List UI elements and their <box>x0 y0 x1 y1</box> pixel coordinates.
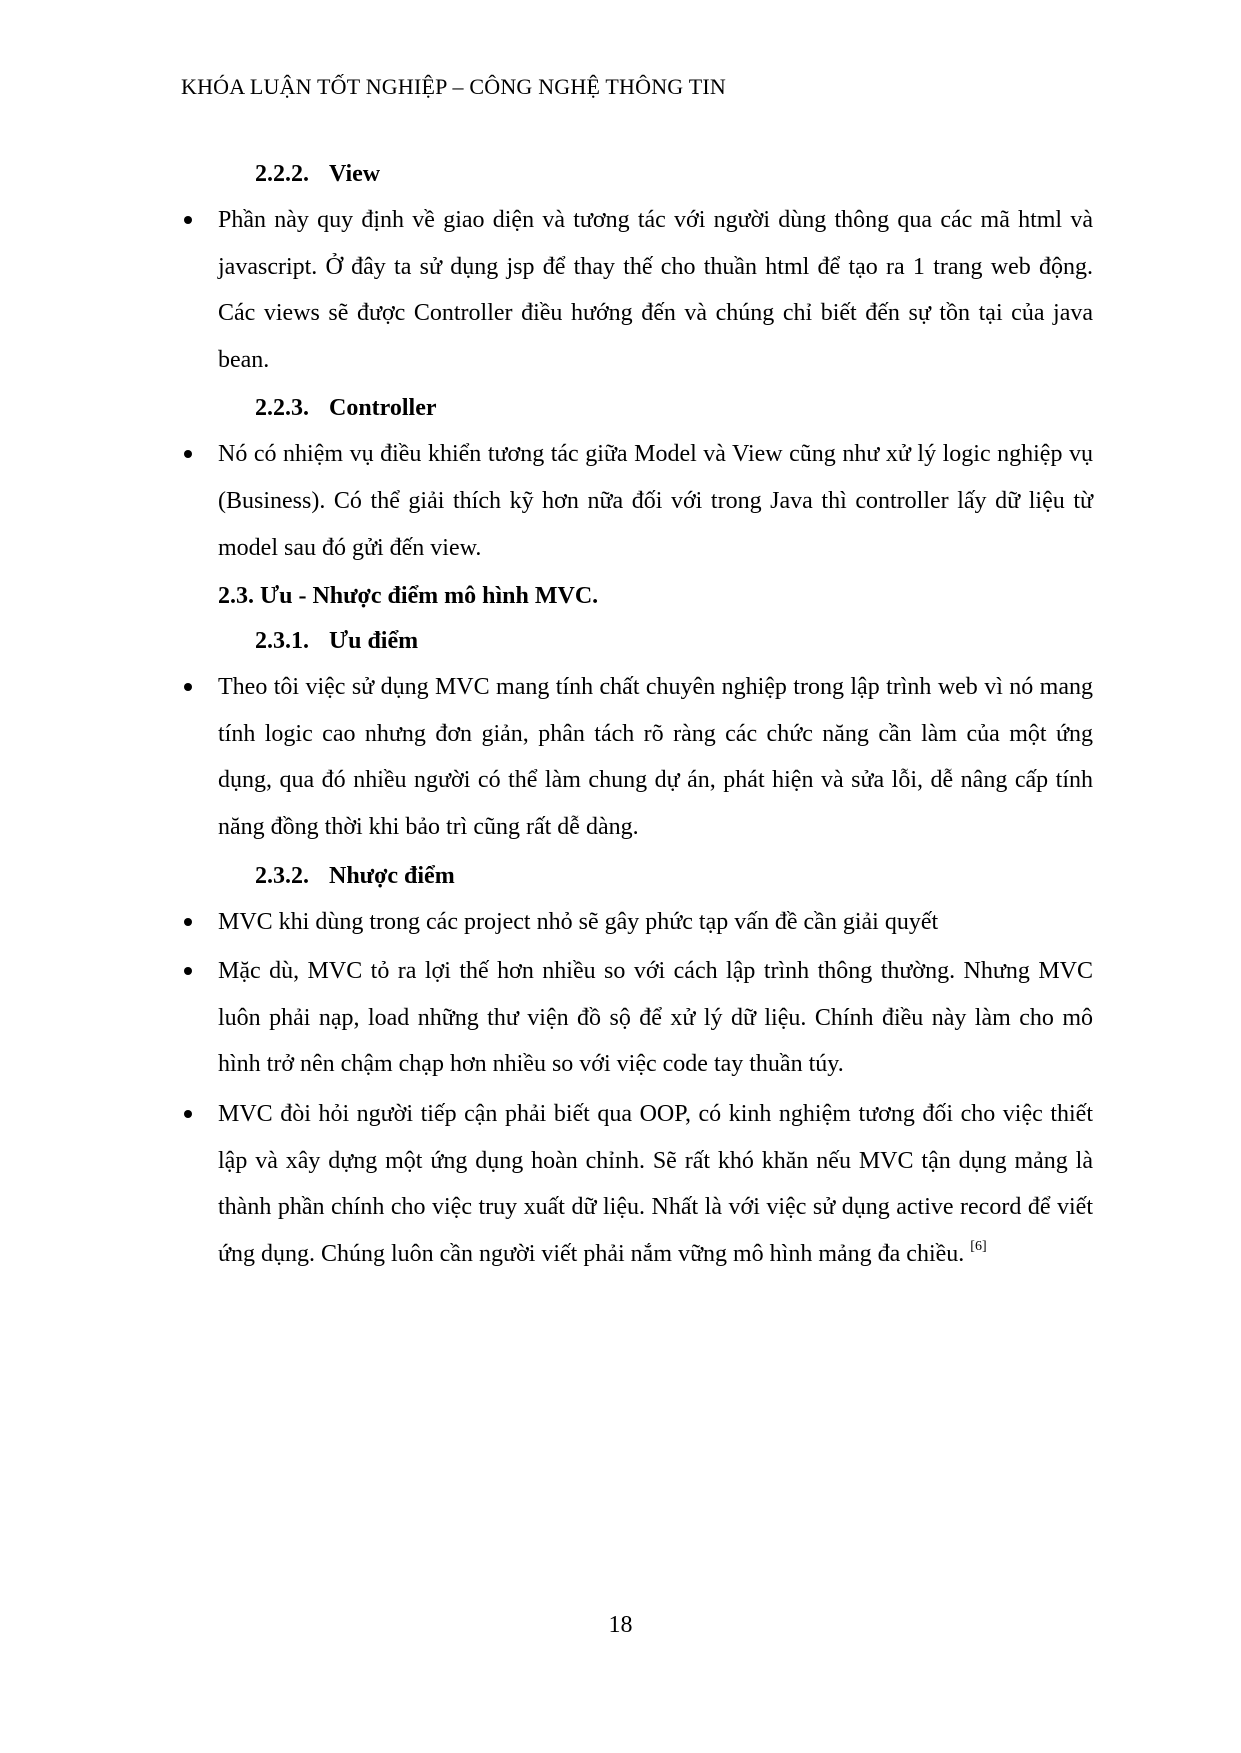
bullet-icon <box>184 918 192 926</box>
page-header: KHÓA LUẬN TỐT NGHIỆP – CÔNG NGHỆ THÔNG TIN <box>181 74 726 99</box>
heading-cons-title: Nhược điểm <box>329 862 455 889</box>
list-item <box>181 664 1093 850</box>
heading-view-title: View <box>329 161 381 187</box>
paragraph-body: MVC đòi hỏi người tiếp cận phải biết qua OOP, có kinh nghiệm tương đối cho việc thiết lập và xây dựng một ứng dụng hoàn chỉnh. Sẽ rất khó khăn nếu MVC tận dụng mảng là thành phần chính cho việc truy xuất dữ liệu. Nhất là với việc sử dụng active record để viết ứng dụng. Chúng luôn cần người viết phải nắm vững mô hình mảng đa chiều. <box>218 1100 1093 1267</box>
heading-view-number: 2.2.2. <box>255 161 309 187</box>
document-body <box>181 152 1093 1280</box>
paragraph-text: Phần này quy định về giao diện và tương tác với người dùng thông qua các mã html và javascript. Ở đây ta sử dụng jsp để thay thế cho thuần html để tạo ra 1 trang web động. Các views sẽ được Controller điều hướng đến và chúng chỉ biết đến sự tồn tại của java bean. <box>218 207 1093 373</box>
paragraph-text: Theo tôi việc sử dụng MVC mang tính chất chuyên nghiệp trong lập trình web vì nó mang tính logic cao nhưng đơn giản, phân tách rõ ràng các chức năng cần làm của một ứng dụng, qua đó nhiều người có thể làm chung dự án, phát hiện và sửa lỗi, dễ nâng cấp tính năng đồng thời khi bảo trì cũng rất dễ dàng. <box>218 674 1093 840</box>
heading-pros-number: 2.3.1. <box>255 628 309 655</box>
bullet-icon <box>184 683 192 691</box>
heading-controller-number: 2.2.3. <box>255 395 309 422</box>
paragraph-text <box>218 1091 1093 1277</box>
paragraph-text: MVC khi dùng trong các project nhỏ sẽ gây phức tạp vấn đề cần giải quyết <box>218 908 939 935</box>
bullet-icon <box>184 216 192 224</box>
paragraph-text: Mặc dù, MVC tỏ ra lợi thế hơn nhiều so với cách lập trình thông thường. Nhưng MVC luôn phải nạp, load những thư viện đồ sộ để xử lý dữ liệu. Chính điều này làm cho mô hình trở nên chậm chạp hơn nhiều so với việc code tay thuần túy. <box>218 958 1093 1078</box>
heading-cons <box>181 854 1093 899</box>
list-item <box>181 899 1093 946</box>
heading-controller <box>181 386 1093 431</box>
list-item <box>181 948 1093 1088</box>
list-item <box>181 431 1093 571</box>
bullet-icon <box>184 450 192 458</box>
citation-reference: [6] <box>970 1238 987 1254</box>
heading-cons-number: 2.3.2. <box>255 862 309 889</box>
bullet-icon <box>184 1110 192 1118</box>
paragraph-text: Nó có nhiệm vụ điều khiển tương tác giữa Model và View cũng như xử lý logic nghiệp vụ (Business). Có thể giải thích kỹ hơn nữa đối với trong Java thì controller lấy dữ liệu từ model sau đó gửi đến view. <box>218 441 1093 561</box>
list-item <box>181 197 1093 383</box>
heading-pros-cons: 2.3. Ưu - Nhược điểm mô hình MVC. <box>218 583 599 610</box>
bullet-icon <box>184 967 192 975</box>
heading-pros-title: Ưu điểm <box>329 628 419 655</box>
heading-pros <box>181 619 1093 664</box>
heading-view <box>181 152 1093 197</box>
heading-controller-title: Controller <box>329 395 437 422</box>
list-item <box>181 1091 1093 1277</box>
page-number: 18 <box>608 1612 633 1638</box>
